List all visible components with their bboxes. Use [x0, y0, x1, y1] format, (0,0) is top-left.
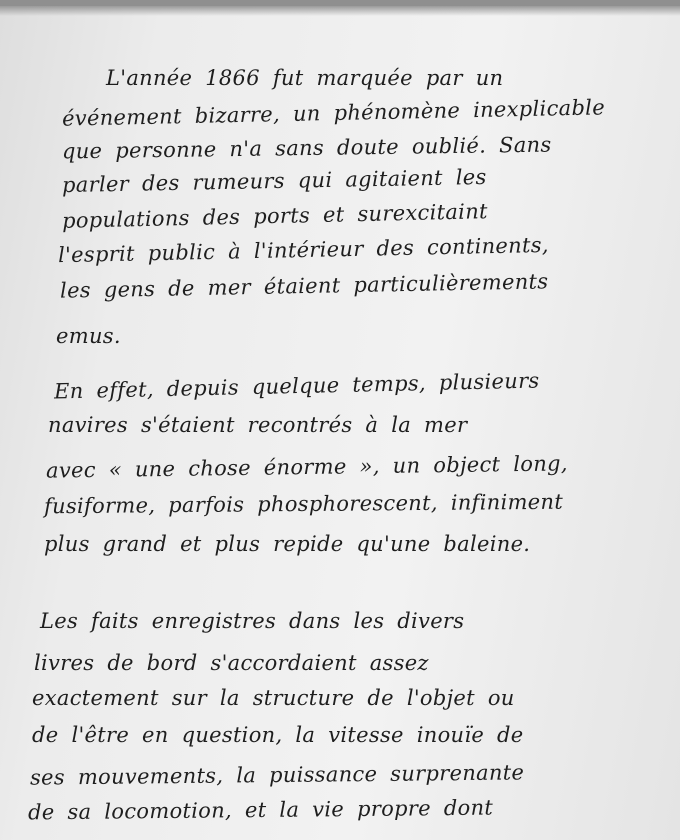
- text-line: avec « une chose énorme », un object long,: [45, 451, 568, 483]
- text-line: les gens de mer étaient particulièrements: [59, 269, 549, 303]
- text-line: emus.: [56, 324, 121, 348]
- text-line: Les faits enregistres dans les divers: [40, 609, 465, 633]
- text-line: L'année 1866 fut marquée par un: [106, 66, 504, 90]
- text-line: de sa locomotion, et la vie propre dont: [27, 795, 494, 825]
- notebook-page: [0, 6, 680, 840]
- text-line: En effet, depuis quelque temps, plusieurs: [53, 368, 540, 404]
- text-line: livres de bord s'accordaient assez: [34, 651, 429, 675]
- text-line: navires s'étaient recontrés à la mer: [48, 413, 468, 437]
- page-edge-shadow: [0, 6, 680, 16]
- text-line: fusiforme, parfois phosphorescent, infiniment: [43, 489, 564, 519]
- text-line: ses mouvements, la puissance surprenante: [29, 760, 525, 790]
- text-line: que personne n'a sans doute oublié. Sans: [61, 132, 552, 164]
- text-line: exactement sur la structure de l'objet ou: [32, 686, 515, 710]
- text-line: de l'être en question, la vitesse inouïe de: [32, 723, 524, 747]
- text-line: événement bizarre, un phénomène inexplicable: [61, 95, 606, 131]
- text-line: plus grand et plus repide qu'une baleine.: [44, 532, 531, 556]
- text-line: parler des rumeurs qui agitaient les: [61, 164, 487, 198]
- text-line: l'esprit public à l'intérieur des continents,: [57, 232, 549, 268]
- text-line: populations des ports et surexcitaint: [61, 199, 488, 233]
